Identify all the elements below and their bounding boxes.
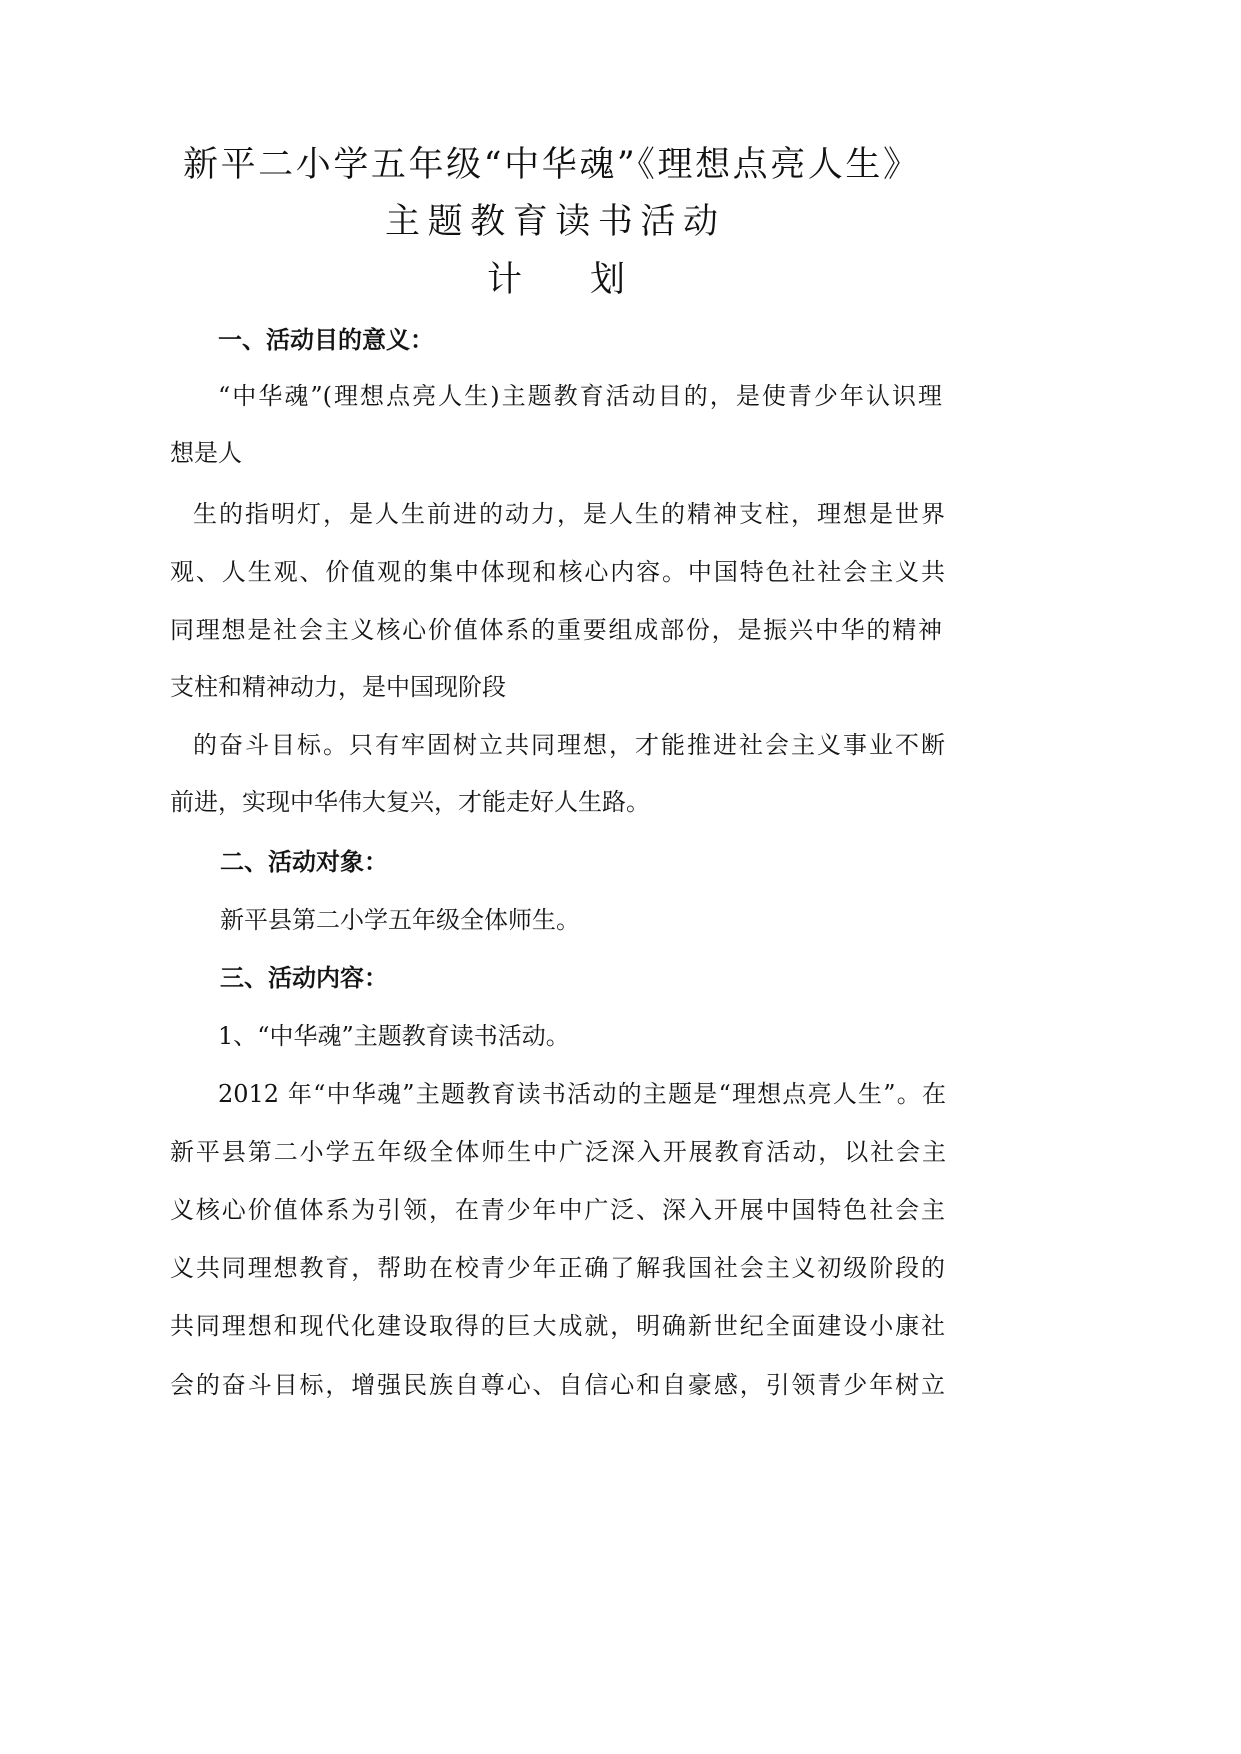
paragraph-line: 义核心价值体系为引领，在青少年中广泛、深入开展中国特色社会主: [170, 1196, 945, 1224]
paragraph-line: 观、人生观、价值观的集中体现和核心内容。中国特色社社会主义共: [170, 558, 945, 586]
paragraph-line: 同理想是社会主义核心价值体系的重要组成部份，是振兴中华的精神: [170, 616, 942, 644]
paragraph-line: “中华魂”(理想点亮人生)主题教育活动目的，是使青少年认识理: [218, 382, 942, 410]
paragraph-line: 会的奋斗目标，增强民族自尊心、自信心和自豪感，引领青少年树立: [170, 1371, 945, 1399]
section-heading-content: 三、活动内容：: [220, 963, 388, 992]
section-heading-participants: 二、活动对象：: [220, 847, 388, 876]
paragraph-line: 新平县第二小学五年级全体师生。: [220, 906, 580, 934]
paragraph-line: 义共同理想教育，帮助在校青少年正确了解我国社会主义初级阶段的: [170, 1254, 945, 1282]
paragraph-line: 共同理想和现代化建设取得的巨大成就，明确新世纪全面建设小康社: [170, 1312, 945, 1340]
document-title-line-3: 计划: [487, 260, 625, 300]
document-title-line-1: 新平二小学五年级“中华魂”《理想点亮人生》: [183, 145, 918, 185]
section-heading-purpose: 一、活动目的意义：: [218, 325, 434, 354]
paragraph-line: 前进，实现中华伟大复兴，才能走好人生路。: [170, 788, 650, 816]
paragraph-line: 生的指明灯，是人生前进的动力，是人生的精神支柱，理想是世界: [193, 500, 945, 528]
paragraph-line: 想是人: [170, 439, 242, 467]
paragraph-line: 支柱和精神动力，是中国现阶段: [170, 673, 506, 701]
paragraph-line: 的奋斗目标。只有牢固树立共同理想，才能推进社会主义事业不断: [193, 731, 945, 759]
paragraph-line: 1、“中华魂”主题教育读书活动。: [218, 1022, 570, 1050]
document-title-line-2: 主题教育读书活动: [385, 202, 718, 242]
paragraph-line: 2012 年“中华魂”主题教育读书活动的主题是“理想点亮人生”。在: [218, 1080, 946, 1108]
paragraph-line: 新平县第二小学五年级全体师生中广泛深入开展教育活动，以社会主: [170, 1138, 946, 1166]
